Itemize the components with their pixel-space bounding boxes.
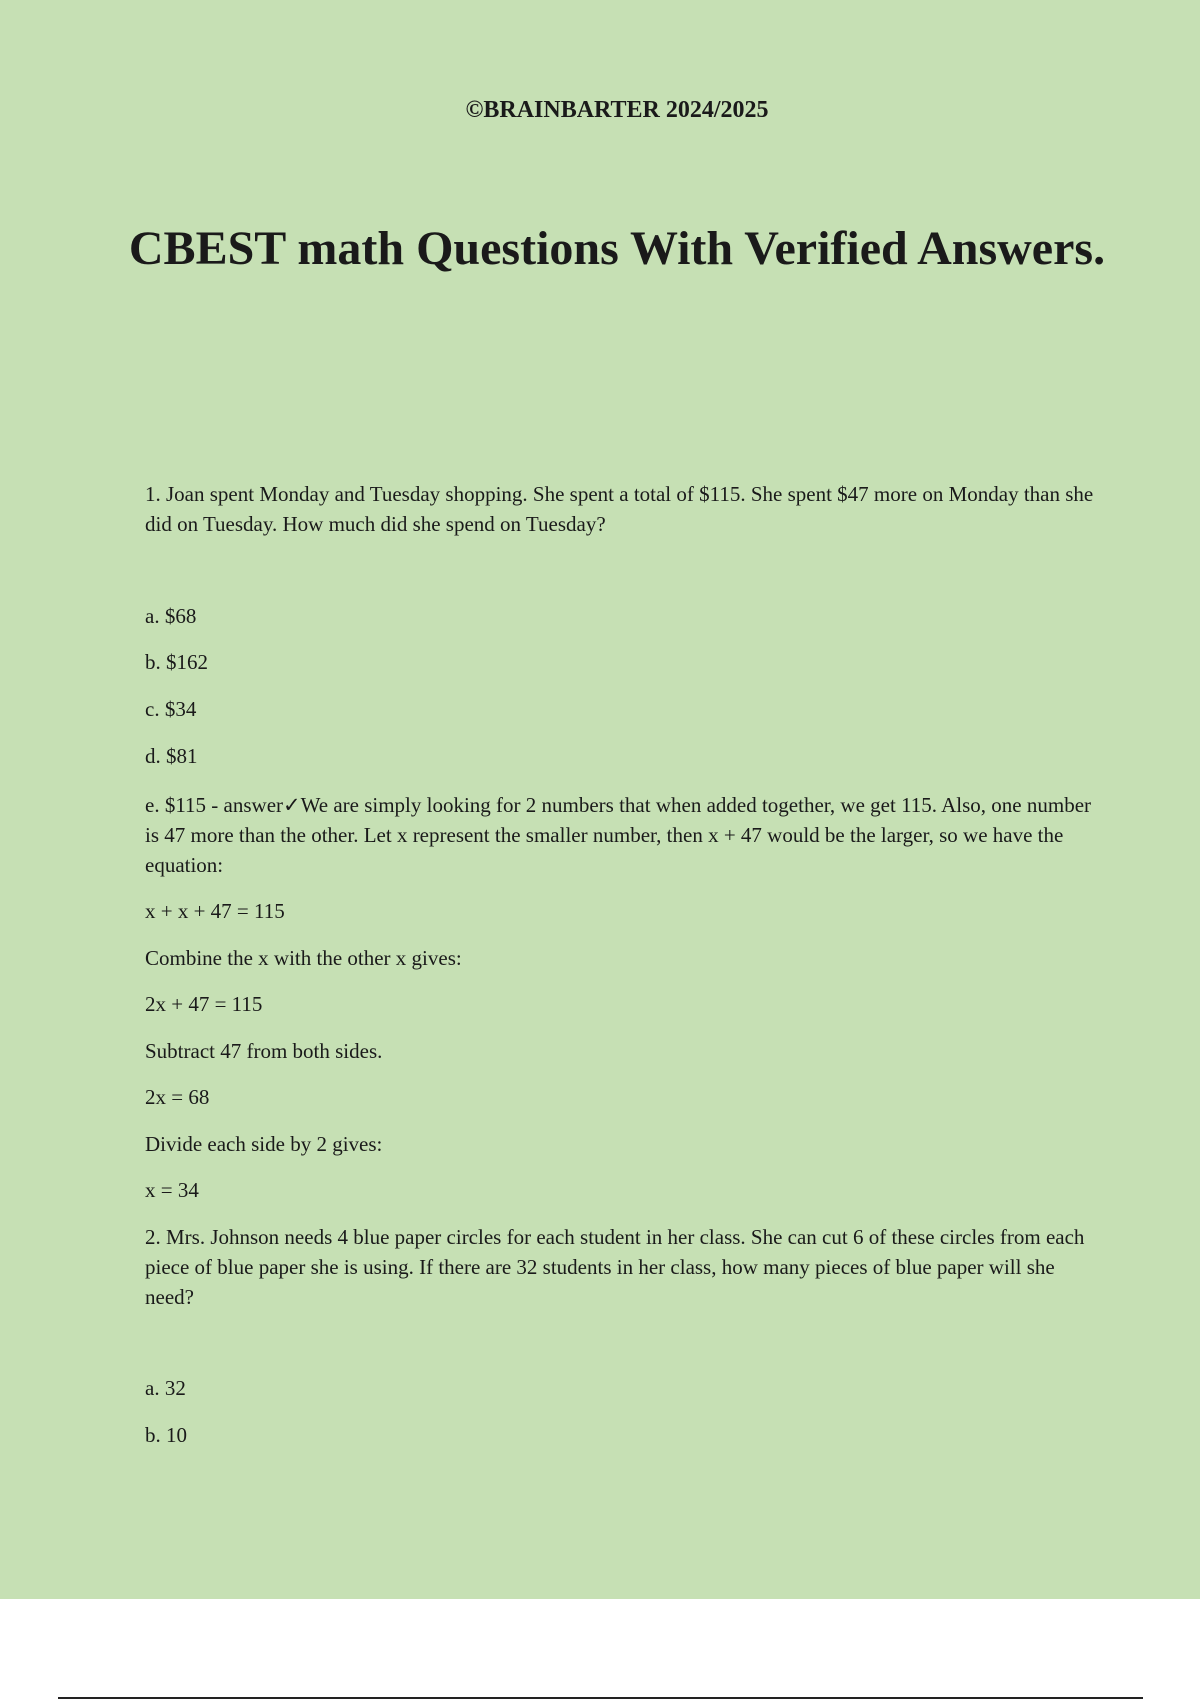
document-title: CBEST math Questions With Verified Answers.	[128, 222, 1106, 275]
question-2-option-a: a. 32	[145, 1376, 186, 1400]
solution-step-2: Combine the x with the other x gives:	[145, 946, 462, 970]
solution-step-4: Subtract 47 from both sides.	[145, 1039, 383, 1063]
solution-step-1: x + x + 47 = 115	[145, 899, 285, 923]
question-1-option-d: d. $81	[145, 744, 198, 768]
question-1-answer: e. $115 - answer✓We are simply looking for 2 numbers that when added together, we get 115. Also, one number is 47 more than the other. Let x represent the smaller number, then x + 47 would be the larger, so we have the equation:	[145, 793, 1092, 877]
solution-step-5: 2x = 68	[145, 1085, 210, 1109]
solution-step-3: 2x + 47 = 115	[145, 992, 263, 1016]
question-1-option-c: c. $34	[145, 697, 197, 721]
question-2-text: 2. Mrs. Johnson needs 4 blue paper circles for each student in her class. She can cut 6 of these circles from each piece of blue paper she is using. If there are 32 students in her class, how many pieces of blue paper will she need?	[145, 1225, 1085, 1309]
question-2-option-b: b. 10	[145, 1423, 187, 1447]
page-header: ©BRAINBARTER 2024/2025	[465, 97, 769, 123]
solution-step-6: Divide each side by 2 gives:	[145, 1132, 383, 1156]
page-divider	[58, 1697, 1143, 1699]
question-1-option-a: a. $68	[145, 604, 197, 628]
question-1-option-b: b. $162	[145, 650, 208, 674]
solution-step-7: x = 34	[145, 1178, 199, 1202]
question-1-text: 1. Joan spent Monday and Tuesday shopping. She spent a total of $115. She spent $47 more on Monday than she did on Tuesday. How much did she spend on Tuesday?	[145, 482, 1094, 536]
